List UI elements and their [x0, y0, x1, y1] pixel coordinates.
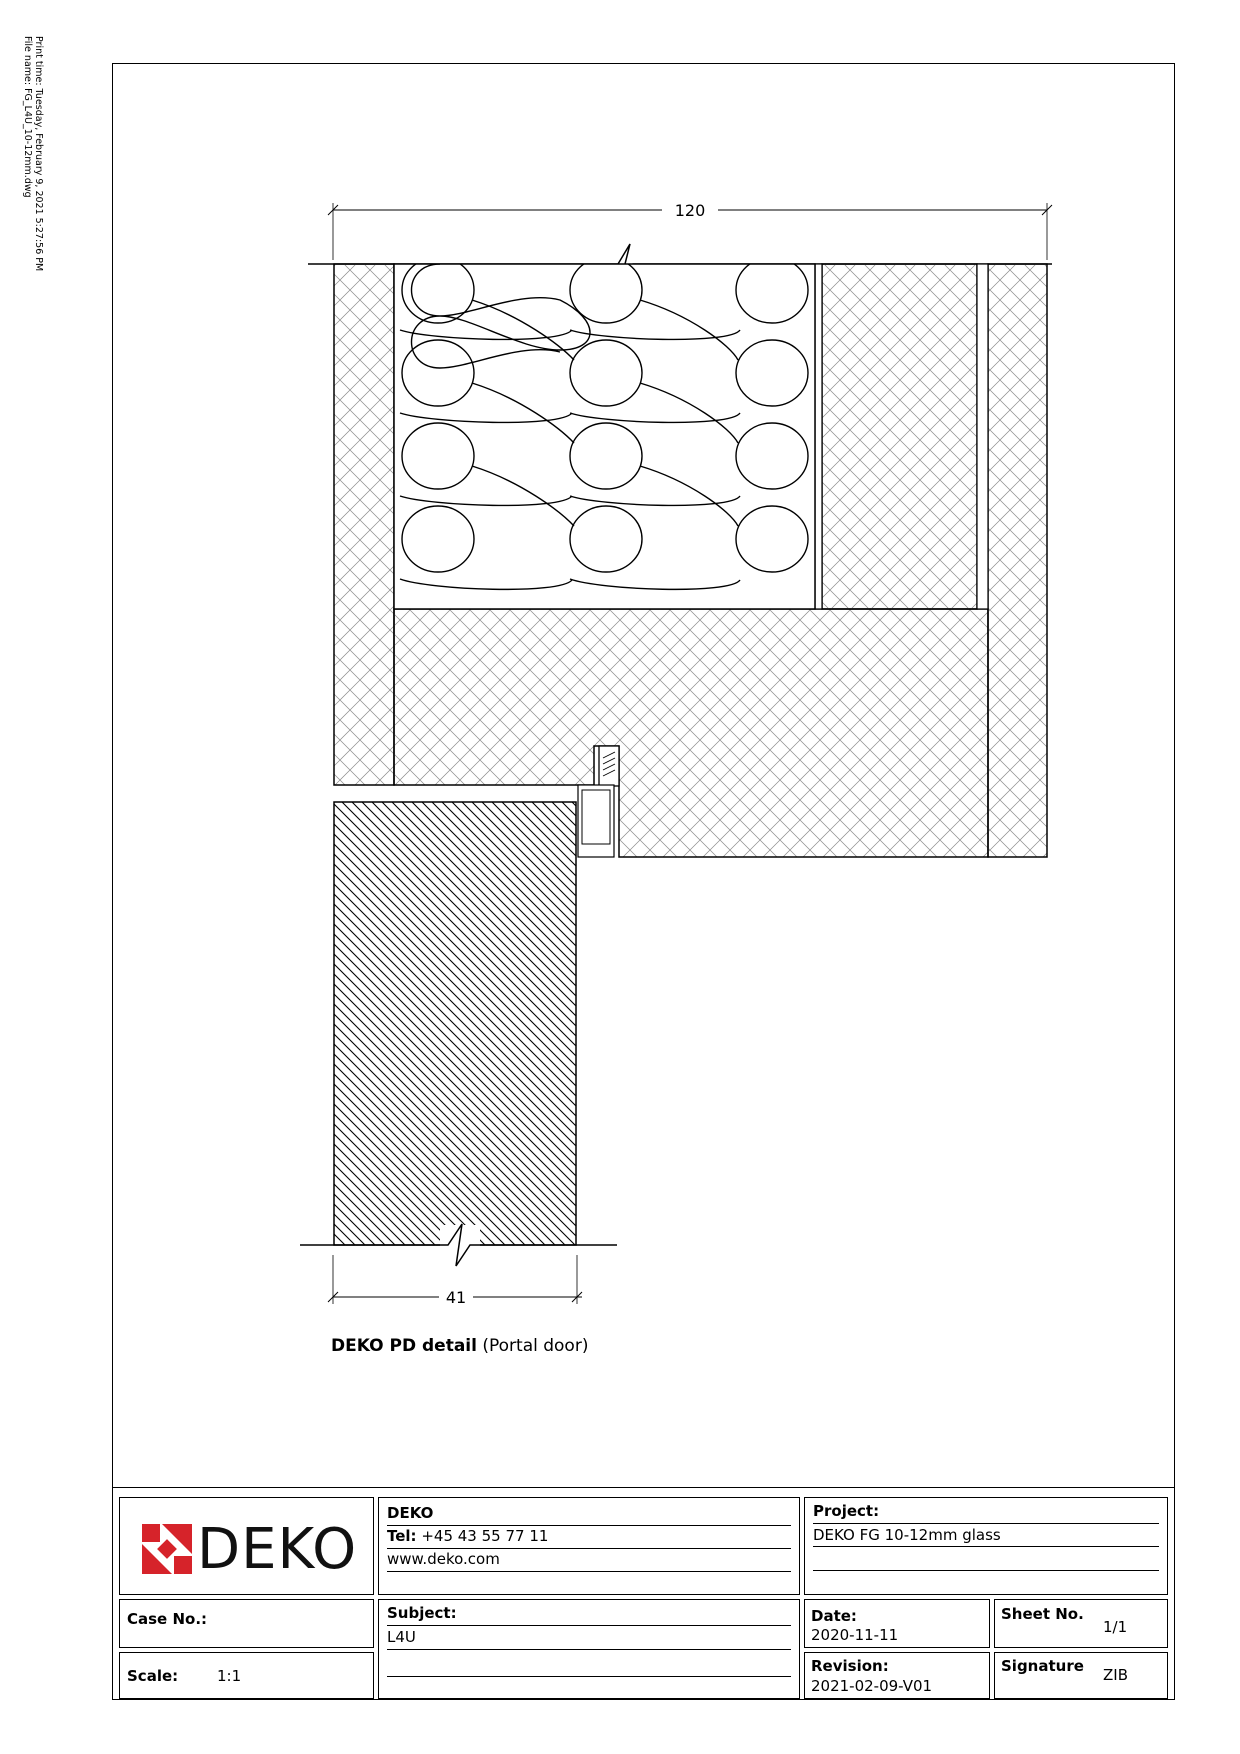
dim-top-label: 120 — [674, 201, 706, 220]
signature-cell — [994, 1652, 1168, 1699]
scale-label: Scale: — [127, 1667, 179, 1685]
caption-subtitle: (Portal door) — [476, 1336, 589, 1356]
scale-value: 1:1 — [217, 1667, 242, 1685]
company-tel — [387, 1527, 548, 1545]
door-leaf — [334, 802, 576, 1245]
project-value: DEKO FG 10-12mm glass — [813, 1526, 1001, 1544]
subject-label: Subject: — [387, 1604, 457, 1622]
logo-cell — [119, 1497, 374, 1595]
sheet-no-label: Sheet No. — [1001, 1605, 1084, 1623]
print-time: Print time: Tuesday, February 9, 2021 5:27:56 PM — [33, 36, 44, 272]
revision-cell — [804, 1652, 990, 1699]
project-cell — [804, 1497, 1168, 1595]
title-block — [112, 1487, 1175, 1700]
case-no-cell — [119, 1599, 374, 1648]
deko-logo — [142, 1518, 362, 1582]
signature-value: ZIB — [1103, 1666, 1128, 1684]
tel-value: +45 43 55 77 11 — [421, 1527, 549, 1545]
insulation — [394, 257, 815, 609]
subject-cell — [378, 1599, 800, 1699]
scale-cell — [119, 1652, 374, 1699]
logo-wordmark: DEKO — [197, 1517, 358, 1582]
drawing-caption — [331, 1336, 588, 1356]
logo-mark-icon — [142, 1524, 192, 1574]
sheet-no-cell — [994, 1599, 1168, 1648]
project-label: Project: — [813, 1502, 880, 1520]
company-name: DEKO — [387, 1504, 434, 1522]
company-web[interactable]: www.deko.com — [387, 1550, 500, 1568]
subject-value: L4U — [387, 1628, 416, 1646]
date-cell — [804, 1599, 990, 1648]
date-label: Date: — [811, 1607, 857, 1625]
sheet-no-value: 1/1 — [1103, 1618, 1128, 1636]
caption-title: DEKO PD detail — [331, 1336, 477, 1356]
date-value: 2020-11-11 — [811, 1626, 899, 1644]
company-cell — [378, 1497, 800, 1595]
dim-bottom-label: 41 — [445, 1288, 467, 1307]
tel-label: Tel: — [387, 1527, 417, 1545]
revision-label: Revision: — [811, 1657, 889, 1675]
case-no-label: Case No.: — [127, 1610, 208, 1628]
signature-label: Signature — [1001, 1657, 1084, 1675]
file-name: File name: FG_L4U_10-12mm.dwg — [22, 36, 33, 198]
revision-value: 2021-02-09-V01 — [811, 1677, 933, 1695]
